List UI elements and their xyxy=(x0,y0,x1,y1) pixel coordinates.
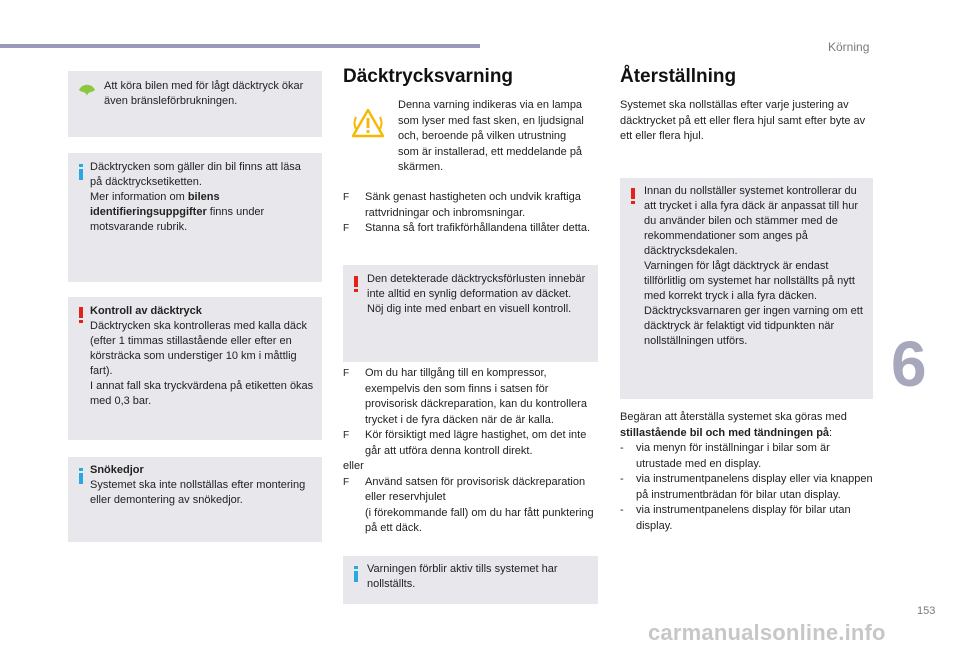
info-box-tyre-label xyxy=(68,153,322,282)
warning-text-check-pressure: Innan du nollställer systemet kontrollerar du att trycket i alla fyra däck är anpassat till hur du använder bilen och stämmer med de rekommendationer som anges på däcktrycksdekalen. xyxy=(644,185,858,257)
section-title: Körning xyxy=(828,40,870,54)
warning-text-adjust: I annat fall ska tryckvärdena på etiketten ökas med 0,3 bar. xyxy=(90,380,314,407)
chapter-number: 6 xyxy=(891,328,927,400)
warning-title: Kontroll av däcktryck xyxy=(90,305,202,317)
warning-box-pressure-check xyxy=(68,297,322,440)
eco-note-box xyxy=(68,71,322,137)
tyre-warning-heading: Däcktrycksvarning xyxy=(343,66,514,87)
or-text: eller xyxy=(343,460,364,472)
warning-text-cold-tyres: Däcktrycken ska kontrolleras med kalla däck (efter 1 timmas stillastående eller efter en körsträcka som understiger 10 km i måttlig fart). xyxy=(90,320,308,377)
warning-text-reliability: Varningen för lågt däcktryck är endast tillförlitlig om systemet har nollställts på nytt med korrekt tryck i alla fyra däcken. xyxy=(644,260,855,302)
header-bar xyxy=(0,44,480,48)
info-warning-active-text: Varningen förblir aktiv tills systemet har nollställts. xyxy=(367,563,558,590)
reset-request xyxy=(620,410,878,534)
eco-note-text: Att köra bilen med för lågt däcktryck ökar även bränsleförbrukningen. xyxy=(104,80,304,107)
info-box-text xyxy=(90,160,312,235)
warning-text-no-warning: Däcktrycksvarnaren ger ingen varning om ett däcktryck är felaktigt vid tidpunkten när nollställningen utförs. xyxy=(644,305,863,347)
info-icon xyxy=(78,164,84,180)
warning-exclamation-icon xyxy=(78,307,84,323)
info-icon xyxy=(353,566,359,582)
warning-exclamation-icon xyxy=(353,276,359,292)
list-item: F Använd satsen för provisorisk däckreparation eller reservhjulet (i förekommande fall) om du har fått punktering på ett däck. xyxy=(343,475,594,534)
info-box-snow-chains xyxy=(68,457,322,542)
list-item: F Stanna så fort trafikförhållandena tillåter detta. xyxy=(343,222,591,234)
list-item: - via instrumentpanelens display för bilar utan display. xyxy=(620,504,851,532)
reset-intro: Systemet ska nollställas efter varje justering av däcktrycket på ett eller flera hjul samt efter byte av ett eller flera hjul. xyxy=(620,99,866,142)
eco-leaf-icon xyxy=(78,83,96,97)
watermark: carmanualsonline.info xyxy=(648,620,886,645)
warning-text-deformation: Den detekterade däcktrycksförlusten innebär inte alltid en synlig deformation av däcket. xyxy=(367,273,586,300)
tyre-warning-actions xyxy=(343,190,599,237)
warning-box-visible-deformation xyxy=(343,265,598,362)
page-number: 153 xyxy=(917,605,936,617)
warning-text-visual: Nöj dig inte med enbart en visuell kontroll. xyxy=(367,303,572,315)
compressor-actions xyxy=(343,366,599,537)
tyre-warning-intro: Denna varning indikeras via en lampa som lyser med fast sken, en ljudsignal och, beroende på vilken utrustning som är installerad, ett meddelande på skärmen. xyxy=(398,99,584,173)
info-label-location: Däcktrycken som gäller din bil finns att läsa på däcktrycksetiketten. xyxy=(90,161,301,188)
list-item: F Om du har tillgång till en kompressor, exempelvis den som finns i satsen för provisorisk däckreparation, kan du kontrollera trycket i de fyra däcken när de är kalla. xyxy=(343,367,587,426)
info-box-warning-active xyxy=(343,556,598,604)
reset-heading: Återställning xyxy=(620,66,737,87)
list-item: - via instrumentpanelens display eller via knappen på instrumentbrädan för bilar utan display. xyxy=(620,473,873,501)
list-item: F Kör försiktigt med lägre hastighet, om det inte går att utföra denna kontroll direkt. xyxy=(343,429,587,457)
warning-box-before-reset xyxy=(620,178,873,399)
warning-triangle-icon xyxy=(351,108,385,138)
reset-request-text: Begäran att återställa systemet ska göras med stillastående bil och med tändningen på: xyxy=(620,411,847,439)
list-item: - via menyn för inställningar i bilar som är utrustade med en display. xyxy=(620,442,830,470)
warning-exclamation-icon xyxy=(630,188,636,204)
snow-chains-title: Snökedjor xyxy=(90,464,144,476)
info-icon xyxy=(78,468,84,484)
list-item: F Sänk genast hastigheten och undvik kraftiga rattvridningar och inbromsningar. xyxy=(343,191,581,219)
snow-chains-text: Systemet ska inte nollställas efter montering eller demontering av snökedjor. xyxy=(90,479,306,506)
info-more-information: Mer information om bilens identifieringsuppgifter finns under motsvarande rubrik. xyxy=(90,191,265,233)
